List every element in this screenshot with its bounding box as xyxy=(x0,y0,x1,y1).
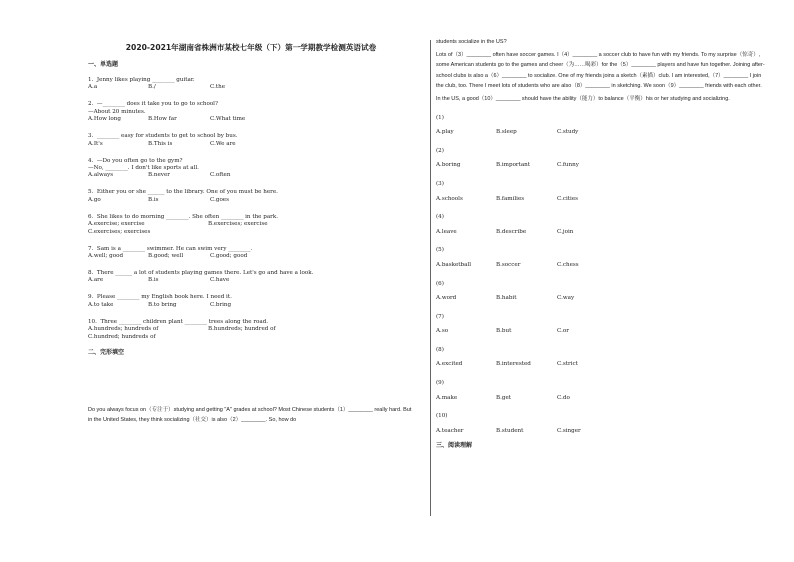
option-a[interactable]: A.basketball xyxy=(436,261,472,268)
option-c[interactable]: C.often xyxy=(210,172,231,179)
question-options xyxy=(88,326,414,333)
cloze-item xyxy=(436,115,766,137)
column-divider xyxy=(430,40,431,516)
option-a[interactable]: A.How long xyxy=(88,116,121,123)
option-a[interactable]: A.a xyxy=(88,84,98,91)
cloze-number: (7) xyxy=(436,313,444,320)
left-column xyxy=(88,38,414,528)
option-a[interactable]: A.so xyxy=(436,328,449,335)
option-c[interactable]: C.exercises; exercises xyxy=(88,228,151,235)
option-a[interactable]: A.leave xyxy=(436,228,457,235)
option-a[interactable]: A.teacher xyxy=(436,427,464,434)
cloze-options xyxy=(436,361,766,369)
cloze-item xyxy=(436,214,766,236)
question-stem: 1. Jenny likes playing ________ guitar. xyxy=(88,77,195,83)
question-stem: 7. Sam is a ________ swimmer. He can swim very ________. xyxy=(88,245,253,252)
option-b[interactable]: B.student xyxy=(496,427,524,434)
cloze-number: (1) xyxy=(436,114,444,121)
option-a[interactable]: A.exercise; exercise xyxy=(88,221,145,228)
question-stem: 6. She likes to do morning ________. She often ________ in the park. xyxy=(88,213,279,220)
right-column xyxy=(436,38,766,528)
option-c[interactable]: C.hundred; hundreds of xyxy=(88,333,156,340)
option-b[interactable]: B.sleep xyxy=(496,129,517,136)
option-c[interactable]: C.bring xyxy=(210,301,232,308)
question-item xyxy=(88,158,414,180)
cloze-passage-part2: students socialize in the US? xyxy=(436,39,507,45)
option-c[interactable]: C.singer xyxy=(557,427,581,434)
option-c[interactable]: C.goes xyxy=(210,196,229,203)
option-b[interactable]: B.describe xyxy=(496,228,527,235)
cloze-item xyxy=(436,380,766,402)
option-c[interactable]: C.the xyxy=(210,84,226,91)
cloze-options xyxy=(436,295,766,303)
option-b[interactable]: B.get xyxy=(496,394,512,401)
section-heading-cloze: 二、完形填空 xyxy=(88,348,125,356)
option-b[interactable]: B.is xyxy=(148,277,159,284)
option-a[interactable]: A.to take xyxy=(88,301,114,308)
option-a[interactable]: A.word xyxy=(436,295,457,302)
cloze-options xyxy=(436,428,766,436)
question-list xyxy=(88,77,414,341)
cloze-number: (6) xyxy=(436,280,444,287)
cloze-options xyxy=(436,395,766,403)
option-b[interactable]: B.families xyxy=(496,195,525,202)
question-stem: 5. Either you or she ______ to the library. One of you must be here. xyxy=(88,189,278,196)
cloze-number: (4) xyxy=(436,214,444,221)
option-c[interactable]: C.way xyxy=(557,295,575,302)
question-stem: 3. ________ easy for students to get to school by bus. xyxy=(88,133,238,140)
option-b[interactable]: B.but xyxy=(496,328,512,335)
cloze-options xyxy=(436,162,766,170)
option-a[interactable]: A.schools xyxy=(436,195,463,202)
cloze-item xyxy=(436,314,766,336)
cloze-number: (10) xyxy=(436,413,448,420)
question-stem: 2. —________ does it take you to go to school? —About 20 minutes. xyxy=(88,101,218,115)
cloze-item xyxy=(436,247,766,269)
question-options xyxy=(88,277,414,284)
cloze-number: (5) xyxy=(436,247,444,254)
cloze-options xyxy=(436,328,766,336)
option-c[interactable]: C.cities xyxy=(557,195,578,202)
option-b[interactable]: B.hundreds; hundred of xyxy=(208,326,276,333)
option-b[interactable]: B.How far xyxy=(148,116,177,123)
option-c[interactable]: C.have xyxy=(210,277,230,284)
cloze-options xyxy=(436,129,766,137)
question-item xyxy=(88,77,414,92)
cloze-item xyxy=(436,148,766,170)
question-options xyxy=(88,84,414,91)
question-options xyxy=(88,116,414,123)
question-item xyxy=(88,270,414,285)
cloze-number: (3) xyxy=(436,180,444,187)
question-item xyxy=(88,189,414,204)
cloze-passage-part1: Do you always focus on（专注于）studying and getting "A" grades at school? Most Chinese students（1）________ really hard. But in the United States, they think socializing（社交）is also（2）________. So, how do xyxy=(88,406,412,424)
cloze-number: (9) xyxy=(436,380,444,387)
option-a[interactable]: A.boring xyxy=(436,162,461,169)
option-a[interactable]: A.well; good xyxy=(88,253,124,260)
cloze-option-list xyxy=(436,115,766,436)
section-heading-reading: 三、阅读理解 xyxy=(436,442,473,450)
option-b[interactable]: B.habit xyxy=(496,295,517,302)
option-c[interactable]: C.good; good xyxy=(210,253,248,260)
question-options xyxy=(88,221,414,228)
question-options xyxy=(88,197,414,204)
option-c[interactable]: C.What time xyxy=(210,116,246,123)
option-c[interactable]: C.do xyxy=(557,394,570,401)
cloze-passage-part3: Lots of（3）________ often have soccer games. I（4）________ a soccer club to have fun with my friends. To my surprise（惊奇）, some American students go to the games and cheer（为……喝彩）for the（5）________ players and have fun together. Joining after-school clubs is also a（6）________ to socialize. One of my friends joins a sketch（素描）club. I am interested,（7）________ I join the club, too. There I meet lots of students who are also（8）________ in sketching. We soon（9）________ friends with each other. xyxy=(436,51,765,90)
question-options xyxy=(88,141,414,148)
option-a[interactable]: A.hundreds; hundreds of xyxy=(88,326,159,333)
option-c[interactable]: C.chess xyxy=(557,261,579,268)
question-options xyxy=(88,172,414,179)
question-stem: 9. Please ________ my English book here. I need it. xyxy=(88,294,232,301)
page-title: 2020-2021年湖南省株洲市某校七年级（下）第一学期教学检测英语试卷 xyxy=(125,43,377,52)
question-item xyxy=(88,133,414,148)
option-a[interactable]: A.play xyxy=(436,129,454,136)
option-c[interactable]: C.or xyxy=(557,328,569,335)
question-stem: 8. There ______ a lot of students playing games there. Let's go and have a look. xyxy=(88,270,314,277)
question-options xyxy=(88,253,414,260)
option-b[interactable]: B.exercises; exercise xyxy=(208,221,268,228)
option-b[interactable]: B.never xyxy=(148,172,170,179)
question-item xyxy=(88,294,414,309)
question-options xyxy=(88,302,414,309)
question-item xyxy=(88,319,414,341)
question-item xyxy=(88,246,414,261)
option-a[interactable]: A.go xyxy=(88,196,101,203)
option-b[interactable]: B.is xyxy=(148,196,159,203)
cloze-item xyxy=(436,347,766,369)
option-c[interactable]: C.strict xyxy=(557,361,578,368)
option-b[interactable]: B.This is xyxy=(148,140,173,147)
cloze-options xyxy=(436,229,766,237)
question-stem: 4. —Do you often go to the gym? —No, ________. I don't like sports at all. xyxy=(88,157,199,172)
cloze-passage-part4: In the US, a good（10）________ should have the ability（能力）to balance（平衡）his or her studying and socializing. xyxy=(436,95,730,102)
section-heading-single-choice: 一、单选题 xyxy=(88,61,119,68)
option-c[interactable]: C.funny xyxy=(557,162,579,169)
option-b[interactable]: B.interested xyxy=(496,361,531,368)
question-item xyxy=(88,101,414,123)
option-a[interactable]: A.are xyxy=(88,277,104,284)
question-item xyxy=(88,214,414,236)
cloze-number: (2) xyxy=(436,147,444,154)
option-a[interactable]: A.always xyxy=(88,172,114,179)
cloze-number: (8) xyxy=(436,346,444,353)
option-c[interactable]: C.join xyxy=(557,228,574,235)
option-a[interactable]: A.excited xyxy=(436,361,463,368)
option-a[interactable]: A.It's xyxy=(88,140,103,147)
cloze-item xyxy=(436,281,766,303)
option-b[interactable]: B.to bring xyxy=(148,301,177,308)
option-c[interactable]: C.We are xyxy=(210,140,236,147)
option-b[interactable]: B.important xyxy=(496,162,531,169)
cloze-item xyxy=(436,181,766,203)
option-c[interactable]: C.study xyxy=(557,129,579,136)
question-stem: 10. Three ________ children plant ________ trees along the road. xyxy=(88,318,269,325)
option-b[interactable]: B./ xyxy=(148,84,156,91)
cloze-options xyxy=(436,262,766,270)
cloze-item xyxy=(436,413,766,435)
option-b[interactable]: B.soccer xyxy=(496,261,521,268)
option-a[interactable]: A.make xyxy=(436,394,458,401)
cloze-options xyxy=(436,196,766,204)
option-b[interactable]: B.good; well xyxy=(148,253,184,260)
